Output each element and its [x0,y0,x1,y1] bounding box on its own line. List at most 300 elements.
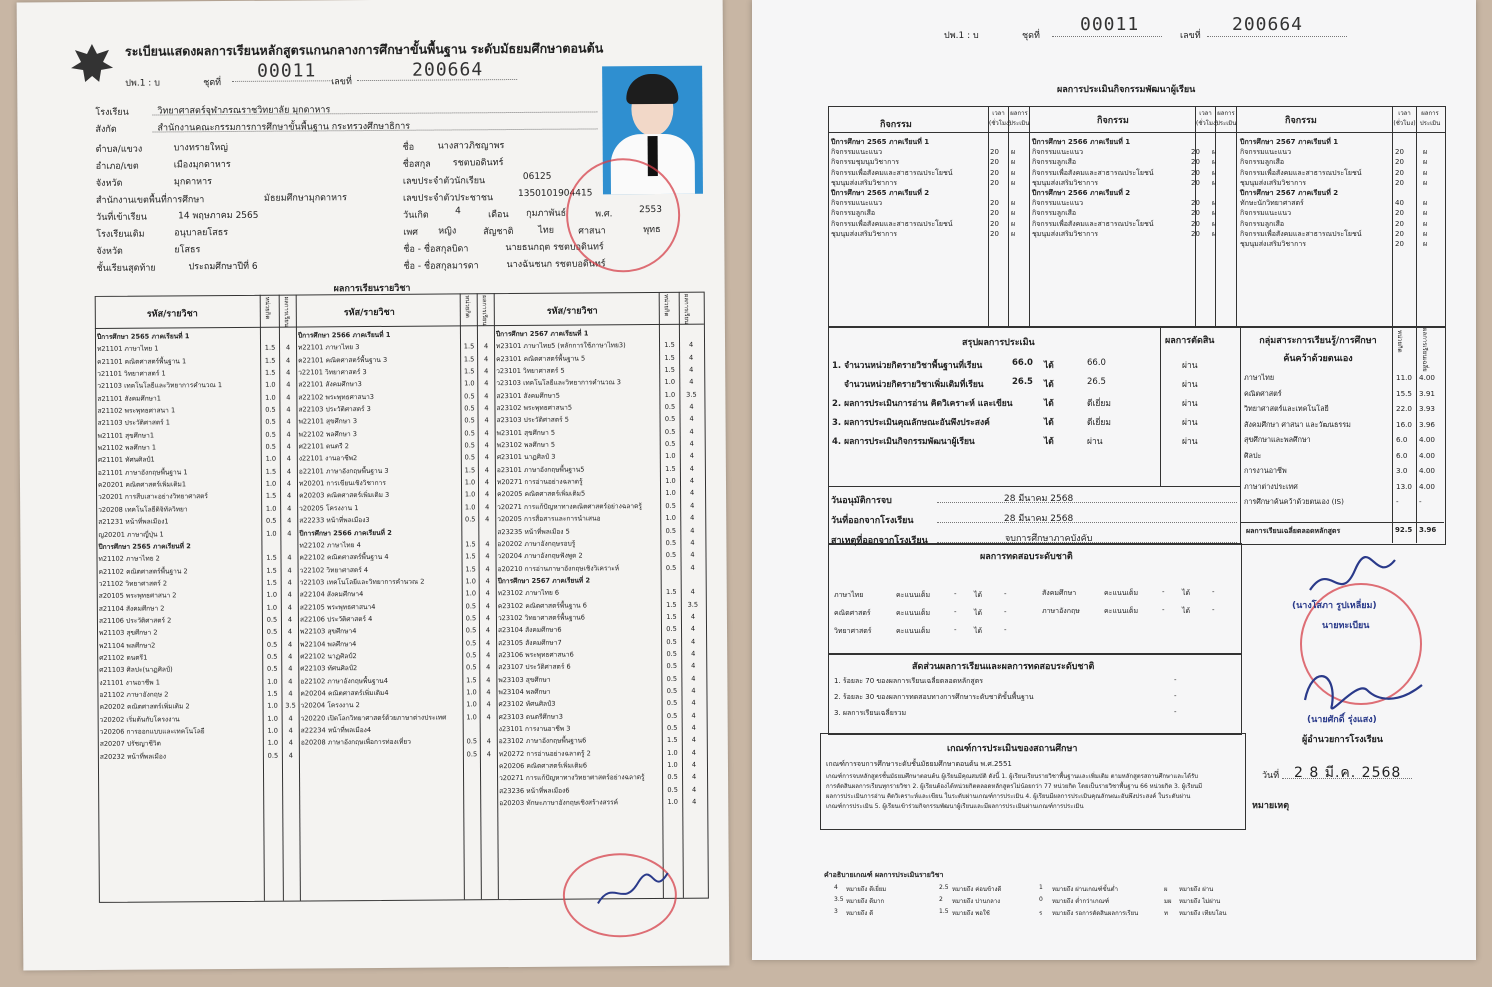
group-name: ศิลปะ [1244,450,1262,460]
course-row: ค20205 คณิตศาสตร์เพิ่มเติม5 [497,489,586,499]
course-row: ศ22102 นาฏศิลป์2 [300,652,357,661]
ratio-dash: - [1174,676,1177,684]
course-row: ท21102 ภาษาไทย 2 [98,554,160,564]
course-credit [462,526,478,538]
activity-hours: 20 [990,219,999,228]
course-credit [662,574,681,586]
course-grade: 4 [484,391,489,400]
legend-cell: 3.5 [834,896,844,903]
activity-result: ผ [1423,148,1428,157]
results-heading: ผลการเรียนรายวิชา [333,283,411,295]
activity-result: ผ [1423,229,1428,238]
course-row: ส22102 พระพุทธศาสนา3 [298,392,374,402]
document-title: ระเบียนแสดงผลการเรียนหลักสูตรแกนกลางการศึกษาขั้นพื้นฐาน ระดับมัธยมศึกษาตอนต้น [124,40,604,59]
overall-gpa: 3.96 [1419,526,1437,534]
course-row: ค20202 คณิตศาสตร์เพิ่มเติม 2 [99,702,190,712]
info-label-entry-date: วันที่เข้าเรียน [96,212,147,223]
course-grade: 4 [486,712,491,721]
result-header-2: ผลการประเมิน [1216,110,1237,127]
course-credit: 1.5 [664,341,675,350]
course-credit: 1.0 [667,760,678,769]
legend-cell: ผ [1164,886,1168,893]
activity-name: ปีการศึกษา 2567 ภาคเรียนที่ 1 [1240,138,1339,146]
activity-name: ปีการศึกษา 2566 ภาคเรียนที่ 2 [1032,188,1131,197]
course-credit: 0.5 [464,404,475,413]
overall-label: ผลการเรียนเฉลี่ยตลอดหลักสูตร [1246,527,1341,535]
activity-hours: 40 [1395,199,1404,208]
activity-result: ผ [1212,158,1217,167]
course-grade: 4 [690,513,695,522]
course-grade: 4 [484,453,489,462]
course-grade: 4 [485,601,490,610]
course-grade: 4 [286,492,292,501]
group-credit: 3.0 [1396,466,1408,475]
document-number: 200664 [412,59,484,81]
activity-row [1240,208,1445,218]
course-credit: 0.5 [666,637,677,646]
course-credit: 0.5 [664,415,676,424]
course-row: ค20206 คณิตศาสตร์เพิ่มเติม6 [498,761,588,771]
group-credit: 13.0 [1396,481,1413,491]
course-row: ค21101 คณิตศาสตร์พื้นฐาน 1 [97,356,187,366]
transcript-page-front [17,0,730,970]
course-grade: 4 [691,649,696,658]
document-number-right: 200664 [1232,14,1304,35]
course-row: ท20272 การอ่านอย่างฉลาดรู้ 2 [498,749,591,758]
course-row: ว23101 วิทยาศาสตร์ 5 [496,366,565,376]
group-credit: 15.5 [1396,388,1413,398]
course-credit: 0.5 [665,501,676,510]
learning-group-row [1244,389,1444,405]
course-grade: 4 [692,785,697,794]
summary-heading: สรุปผลการประเมิน [962,338,1035,348]
course-row: ค22102 คณิตศาสตร์พื้นฐาน 4 [299,553,389,562]
results-column-2 [298,328,462,749]
summary-label: 1. จำนวนหน่วยกิตรายวิชาพื้นฐานที่เรียน [832,361,983,371]
course-row: ส20105 พระพุทธศาสนา 2 [98,591,177,601]
activity-name: ปีการศึกษา 2565 ภาคเรียนที่ 1 [831,138,930,146]
course-credit: 1.5 [265,467,277,476]
summary-row [832,358,1232,377]
activity-row [1032,188,1237,198]
course-row: ญ20201 ภาษาญี่ปุ่น 1 [98,529,164,539]
course-grade: 4 [286,380,291,389]
course-grade: 4 [484,478,490,487]
summary-got: ได้ [1044,418,1054,428]
activity-name: กิจกรรมชุมนุมวิชาการ [831,158,900,167]
activity-hours: 20 [1395,219,1404,228]
national-test-subject: วิทยาศาสตร์ [834,627,872,635]
activity-name: กิจกรรมแนะแนว [1032,199,1083,208]
grade-legend [834,884,1254,920]
summary-got: ได้ [1044,380,1054,390]
course-row: ว22101 วิทยาศาสตร์ 3 [298,368,367,377]
activity-name: ชุมนุมส่งเสริมวิชาการ [1032,178,1099,187]
course-row: ค21102 คณิตศาสตร์พื้นฐาน 2 [98,566,188,576]
course-credit: 0.5 [466,663,477,672]
course-row: ส22234 หน้าที่พลเมือง4 [300,726,372,735]
course-credit: 1.0 [265,393,276,402]
credit-header-1: หน่วยกิต [263,296,271,320]
course-grade: 4 [286,417,291,427]
citizen-id-label: เลขประจำตัวประชาชน [402,193,494,204]
course-grade: 4 [691,748,697,757]
course-row: ส22106 ประวัติศาสตร์ 4 [299,614,373,624]
course-row: ง22101 งานอาชีพ2 [298,454,358,463]
activity-row [831,188,1031,198]
course-credit: 1.0 [465,589,477,598]
course-row: ส20232 หน้าที่พลเมือง [99,752,167,761]
learning-groups-list [1244,373,1444,513]
director-signature [1297,660,1427,720]
course-row: ส23107 ประวัติศาสตร์ 6 [498,662,571,672]
legend-cell: 1.5 [939,908,949,915]
course-grade: 4 [288,714,293,723]
learning-group-row [1244,373,1444,389]
activity-hours: 20 [990,199,999,208]
course-credit: 1.0 [267,726,278,735]
info-value-affiliation: สำนักงานคณะกรรมการการศึกษาขั้นพื้นฐาน กระทรวงศึกษาธิการ [157,121,411,134]
mother-label: ชื่อ - ชื่อสกุลมารดา [403,261,479,272]
course-row: อ23102 ภาษาอังกฤษพื้นฐาน6 [498,736,587,746]
activity-result: ผ [1423,168,1428,177]
course-credit: 0.5 [464,515,476,524]
summary-value-b: ดีเยี่ยม [1087,418,1111,428]
course-grade: 4 [288,664,293,673]
course-row: ศ21101 ทัศนศิลป์1 [97,455,155,465]
course-credit: 0.5 [464,392,475,401]
learning-group-row [1244,420,1444,436]
course-credit [464,723,480,735]
course-credit [261,330,279,342]
ratio-label: 3. ผลการเรียนเฉลี่ยรวม [834,709,907,717]
activity-result: ผ [1212,168,1217,177]
activity-name: ชุมนุมส่งเสริมวิชาการ [1240,239,1307,248]
activity-row [831,157,1031,167]
activity-block-2567 [1240,137,1445,249]
group-name: วิทยาศาสตร์และเทคโนโลยี [1244,404,1329,413]
activity-result: ผ [1423,209,1428,218]
col-header-1: รหัส/รายวิชา [146,309,198,320]
course-row: ว20202 เริ่มต้นกับโครงงาน [99,715,180,724]
course-credit: 1.0 [266,529,277,538]
course-credit: 0.5 [666,686,678,695]
activity-result: ผ [1011,219,1016,228]
course-grade: 4 [690,563,695,572]
activity-row [1240,198,1445,208]
grades-column-2 [478,328,497,760]
info-label-prev-school: โรงเรียนเดิม [96,229,145,240]
group-gpa: 4.00 [1419,373,1436,382]
course-credit: 0.5 [266,615,278,624]
course-grade: 4 [483,342,489,351]
course-row: ส23103 ประวัติศาสตร์ 5 [496,416,569,425]
course-credit: 1.5 [266,566,277,575]
info-label-district: อำเภอ/เขต [95,161,139,172]
birth-day: 4 [455,206,461,217]
legend-cell: 0 [1039,896,1043,903]
activity-hours: 20 [1395,158,1404,167]
course-row: ส21101 สังคมศึกษา1 [97,394,161,403]
full-score-label: คะแนนเต็ม [896,627,931,635]
course-row: ส22101 สังคมศึกษา3 [298,380,362,389]
course-grade: 4 [485,503,490,512]
activity-result: ผ [1423,219,1428,228]
activity-name: ปีการศึกษา 2567 ภาคเรียนที่ 2 [1240,188,1339,197]
course-grade: 4 [486,737,491,746]
course-credit: 0.5 [266,640,278,649]
col-header-2: รหัส/รายวิชา [343,307,395,319]
course-credit: 0.5 [664,427,676,436]
nationality-value: ไทย [538,225,555,236]
course-row: พ22101 สุขศึกษา 3 [298,417,358,426]
activity-result: ผ [1011,168,1016,177]
graduation-date-label: วันอนุมัติการจบ [831,496,892,506]
ratio-heading: สัดส่วนผลการเรียนและผลการทดสอบระดับชาติ [912,662,1095,672]
course-grade: 4 [485,515,490,524]
course-credit: 1.0 [265,479,277,488]
course-row: ว23102 วิทยาศาสตร์พื้นฐาน6 [497,613,585,623]
course-grade: 4 [287,640,293,649]
summary-label: 3. ผลการประเมินคุณลักษณะอันพึงประสงค์ [832,418,990,428]
course-credit: 0.5 [465,638,477,647]
course-grade: 4 [691,711,696,720]
activity-row [1240,188,1445,198]
course-grade [280,330,296,342]
info-value-school: วิทยาศาสตร์จุฬาภรณราชวิทยาลัย มุกดาหาร [157,105,331,117]
course-grade: 4 [483,354,489,363]
course-grade: 4 [486,688,491,697]
group-credit: 11.0 [1396,373,1413,382]
transcript-page-back [752,0,1476,960]
course-row: ค22101 คณิตศาสตร์พื้นฐาน 3 [298,355,388,365]
summary-result: ผ่าน [1182,437,1198,447]
got-label: ได้ [1182,589,1191,597]
course-credit: 1.5 [264,356,276,365]
activity-name: กิจกรรมแนะแนว [831,199,882,208]
course-grade: 4 [689,402,694,411]
full-score-label: คะแนนเต็ม [1104,607,1139,615]
course-row: อ20203 ทักษะภาษาอังกฤษเชิงสร้างสรรค์ [499,798,619,808]
summary-row [832,377,1232,396]
activity-name: ชุมนุมส่งเสริมวิชาการ [831,178,898,187]
activity-row [831,147,1031,157]
form-code-right: ปพ.1 : บ [944,31,979,41]
sex-value: หญิง [438,226,457,237]
full-score-label: คะแนนเต็ม [1104,589,1139,597]
course-grade: 4 [485,638,491,647]
course-credit: 0.5 [665,563,677,572]
course-credit: 1.0 [464,490,476,499]
legend-cell: 3 [834,908,838,915]
results-column-3 [496,327,661,810]
course-grade: 4 [689,476,695,485]
summary-result: ผ่าน [1182,380,1198,390]
legend-cell: มผ [1164,898,1172,905]
national-test-row [834,590,1034,608]
course-row: ปีการศึกษา 2566 ภาคเรียนที่ 2 [299,528,392,538]
activity-hours: 20 [1191,209,1200,218]
activity-row [1240,219,1445,229]
ratio-dash: - [1174,708,1177,716]
course-row: ค23102 คณิตศาสตร์พื้นฐาน 6 [497,601,587,610]
course-row: ว20205 การสื่อสารและการนำเสนอ [497,514,601,524]
course-grade [479,526,495,538]
course-row: ส22233 หน้าที่พลเมือง3 [299,516,370,525]
info-label-affiliation: สังกัด [95,124,117,135]
group-name: สุขศึกษาและพลศึกษา [1244,435,1311,444]
activity-name: กิจกรรมเพื่อสังคมและสาธารณประโยชน์ [831,168,953,177]
activity-row [1240,157,1445,167]
course-credit: 1.0 [466,700,477,709]
course-credit: 1.0 [464,503,476,512]
activity-name: กิจกรรมเพื่อสังคมและสาธารณประโยชน์ [1032,168,1154,177]
course-row: อ22101 ภาษาอังกฤษพื้นฐาน 3 [298,466,389,476]
activity-row [1032,178,1237,188]
number-label: เลขที่ [331,77,352,88]
course-row: อ20210 การอ่านภาษาอังกฤษเชิงวิเคราะห์ [497,563,620,573]
activity-name: ชุมนุมส่งเสริมวิชาการ [831,229,898,238]
group-name: ภาษาไทย [1244,373,1275,382]
course-credit: 0.5 [666,699,678,708]
course-row: ว21101 วิทยาศาสตร์ 1 [97,369,166,378]
course-row: ท21101 ภาษาไทย 1 [97,344,159,354]
activity-hours: 20 [1395,209,1404,218]
criteria-line: เกณฑ์การจบหลักสูตรชั้นมัธยมศึกษาตอนต้น ผู้เรียนมีคุณสมบัติ ดังนี้ 1. ผู้เรียนเรียนรายวิชาพื้นฐานและเพิ่มเติม ตามหลักสูตรสถานศึกษาและได้รับ [826,773,1199,780]
summary-label: 4. ผลการประเมินกิจกรรมพัฒนาผู้เรียน [832,437,975,447]
sex-label: เพศ [403,227,419,238]
course-credit: 1.0 [665,477,676,486]
activity-col-1: กิจกรรม [880,120,912,130]
credits-column-3 [660,327,682,809]
course-credit: 0.5 [666,649,677,658]
course-grade: 4 [690,538,695,547]
legend-cell: หมายถึง ค่อนข้างดี [952,886,1002,893]
legend-row [834,884,1254,896]
course-grade: 4 [692,797,697,806]
leave-reason: จบการศึกษาภาคบังคับ [1005,534,1093,544]
course-grade: 4 [690,550,695,559]
activity-name: กิจกรรมแนะแนว [1032,148,1083,157]
course-grade: 4 [287,627,293,636]
groups-grade-header: ผลการเรียนเฉลี่ย [1421,328,1428,372]
group-name: ภาษาต่างประเทศ [1244,481,1298,491]
group-gpa: 3.96 [1419,419,1436,429]
score-dash: - [954,590,957,598]
course-row: พ23101 สุขศึกษา 5 [496,428,556,437]
course-grade: 4 [288,677,293,686]
course-credit: 1.5 [464,466,476,475]
course-credit: 0.5 [464,429,475,438]
course-grade: 4 [485,577,490,586]
course-grade: 4 [287,566,292,575]
course-row: ส20207 ปรัชญาชีวิต [99,739,161,749]
legend-cell: หมายถึง ต่ำกว่าเกณฑ์ [1052,898,1110,905]
course-grade: 4 [689,378,694,387]
father-name: นายธนกฤต รชตบอดินทร์ [505,242,604,254]
course-row: ส21102 พระพุทธศาสนา 1 [97,406,176,415]
father-label: ชื่อ - ชื่อสกุลบิดา [403,244,469,255]
course-row: ปีการศึกษา 2567 ภาคเรียนที่ 2 [497,576,591,586]
activity-row [1032,168,1237,178]
score-value: - [1212,588,1215,596]
groups-heading: กลุ่มสาระการเรียนรู้/การศึกษาค้นคว้าด้วยตนเอง [1259,336,1377,364]
groups-credit-header: หน่วยกิต [1396,330,1403,353]
course-row: ส23105 สังคมศึกษา7 [498,638,562,647]
course-credit: 1.0 [267,714,278,723]
course-credit: 0.5 [265,430,276,439]
activity-row [1032,219,1237,229]
info-value-province: มุกดาหาร [173,177,213,188]
religion-value: พุทธ [643,224,661,236]
set-number: 00011 [257,60,317,82]
director-title: ผู้อำนวยการโรงเรียน [1302,735,1383,745]
activity-hours: 20 [1191,199,1200,208]
activity-hours: 20 [1191,178,1200,187]
course-credit: 0.5 [464,441,476,450]
score-value: - [1004,590,1007,598]
activity-hours: 20 [990,158,999,167]
group-gpa: 4.00 [1419,435,1436,444]
course-credit: 0.5 [464,416,475,425]
registrar-title: นายทะเบียน [1322,621,1370,631]
course-row: ส21104 สังคมศึกษา 2 [98,604,165,613]
activity-heading: ผลการประเมินกิจกรรมพัฒนาผู้เรียน [1057,85,1196,95]
birth-month-label: เดือน [488,210,509,221]
activity-result: ผ [1011,229,1016,238]
activity-hours: 20 [1191,168,1200,177]
course-grade: 4 [690,637,696,646]
legend-cell: หมายถึง รอการตัดสินผลการเรียน [1052,910,1139,917]
course-row: พ22104 พลศึกษา4 [300,639,357,649]
legend-cell: หมายถึง เทียบโอน [1179,910,1227,917]
legend-cell: 2.5 [939,884,949,891]
legend-cell: 1 [1039,884,1043,891]
course-grade: 4 [689,452,694,461]
course-row: ท23101 ภาษาไทย5 (หลักการใช้ภาษาไทย3) [496,341,626,351]
set-label: ชุดที่ [203,78,222,89]
activity-name: กิจกรรมแนะแนว [1240,209,1291,218]
course-grade: 4 [286,467,292,476]
criteria-line: การตัดสินผลการเรียนทุกรายวิชา 2. ผู้เรียนต้องได้หน่วยกิตตลอดหลักสูตรไม่น้อยกว่า 77 หน่วยกิต โดยเป็นรายวิชาพื้นฐาน 66 หน่วยกิต 3. ผู้เรียนมี [826,783,1203,790]
signature-mark [593,858,673,919]
course-row: พ21101 สุขศึกษา1 [97,431,155,440]
national-test-row [834,608,1034,626]
activity-row [1240,137,1445,147]
criteria-heading: เกณฑ์การประเมินของสถานศึกษา [947,744,1078,754]
course-credit: 1.0 [664,378,676,387]
legend-cell: หมายถึง ผ่าน [1179,886,1214,893]
result-header-1: ผลการประเมิน [1009,110,1030,127]
summary-got: ได้ [1044,361,1054,371]
got-label: ได้ [1182,607,1191,615]
course-credit [262,539,280,551]
course-row: ว21103 เทคโนโลยีและวิทยาการคำนวณ 1 [97,381,223,391]
legend-cell: หมายถึง พอใช้ [952,910,990,917]
course-grade: 3.5 [686,390,697,399]
national-test-subject: ภาษาอังกฤษ [1042,607,1080,615]
ratio-dash: - [1174,692,1177,700]
summary-value-a: 66.0 [1012,358,1033,368]
summary-label: จำนวนหน่วยกิตรายวิชาเพิ่มเติมที่เรียน [844,380,984,390]
course-credit: 1.5 [265,492,277,501]
course-grade: 4 [286,455,291,464]
course-grade: 4 [288,738,293,747]
course-grade [478,328,494,340]
info-value-district: เมืองมุกดาหาร [173,159,231,171]
course-credit [461,328,477,340]
activity-result: ผ [1423,178,1428,187]
